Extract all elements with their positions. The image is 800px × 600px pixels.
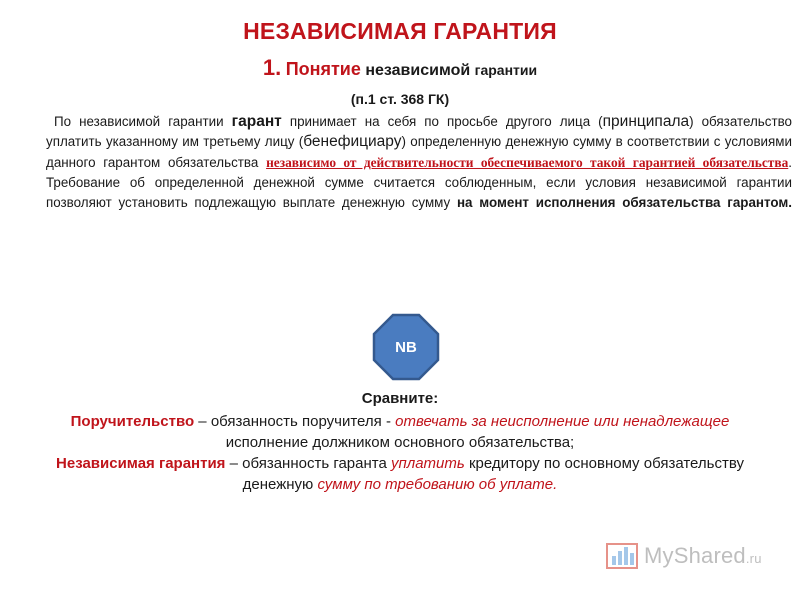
compare-italic-red: сумму по требованию об уплате. [317, 476, 558, 493]
compare-text [40, 411, 760, 495]
subtitle-number: 1. [262, 55, 282, 80]
para-term-principal: принципала [602, 113, 690, 130]
nb-badge [372, 313, 440, 381]
para-bold-guarantor: гарантом. [727, 195, 792, 211]
compare-text-part: исполнение должником основного обязательства; [225, 434, 575, 451]
compare-italic-red: уплатить [391, 455, 465, 472]
para-text: принимает на себя по просьбе другого лица ( [289, 114, 603, 129]
subtitle-word-3: гарантии [474, 62, 538, 78]
para-text: ) обязательство уплатить указанному им третьему лицу ( [46, 114, 792, 150]
compare-italic-red: отвечать за неисполнение или ненадлежащее [395, 413, 730, 430]
para-term-beneficiary: бенефициару [303, 133, 402, 151]
watermark-name: MyShared [644, 543, 746, 568]
subtitle-word-1: Понятие [285, 59, 361, 79]
compare-text-part: – обязанность поручителя - [194, 413, 396, 430]
slide-subtitle [0, 56, 800, 83]
watermark-text [644, 543, 762, 569]
para-text: . Требование об определенной денежной сумме считается соблюденным, если условия независимой гарантии позволяют установить подлежащую выплате денежную сумму [46, 154, 792, 211]
compare-term-guarantee: Независимая гарантия [56, 455, 226, 472]
nb-badge-label: NB [395, 338, 417, 356]
watermark-logo [606, 540, 766, 572]
slide-title: НЕЗАВИСИМАЯ ГАРАНТИЯ [243, 18, 557, 44]
watermark-ext: .ru [745, 551, 762, 566]
para-term-guarantor: гарант [231, 113, 282, 130]
compare-text-part: – обязанность гаранта [225, 455, 391, 472]
compare-text-part: кредитору по основному обязательству денежную [242, 455, 744, 493]
compare-title: Сравните: [361, 390, 439, 407]
legal-reference: (п.1 ст. 368 ГК) [350, 91, 450, 107]
para-text: ) определенную денежную сумму в соответствии с условиями данного гарантом обязательства [46, 134, 792, 170]
compare-term-suretyship: Поручительство [70, 413, 195, 430]
para-bold-moment: на момент исполнения обязательства [456, 195, 721, 211]
para-highlight-independence: независимо от действительности обеспечиваемого такой гарантией обязательства [266, 154, 789, 170]
bar-chart-icon [606, 541, 640, 571]
definition-paragraph [46, 112, 792, 213]
subtitle-word-2: независимой [365, 62, 471, 79]
para-text: По независимой гарантии [54, 114, 224, 129]
